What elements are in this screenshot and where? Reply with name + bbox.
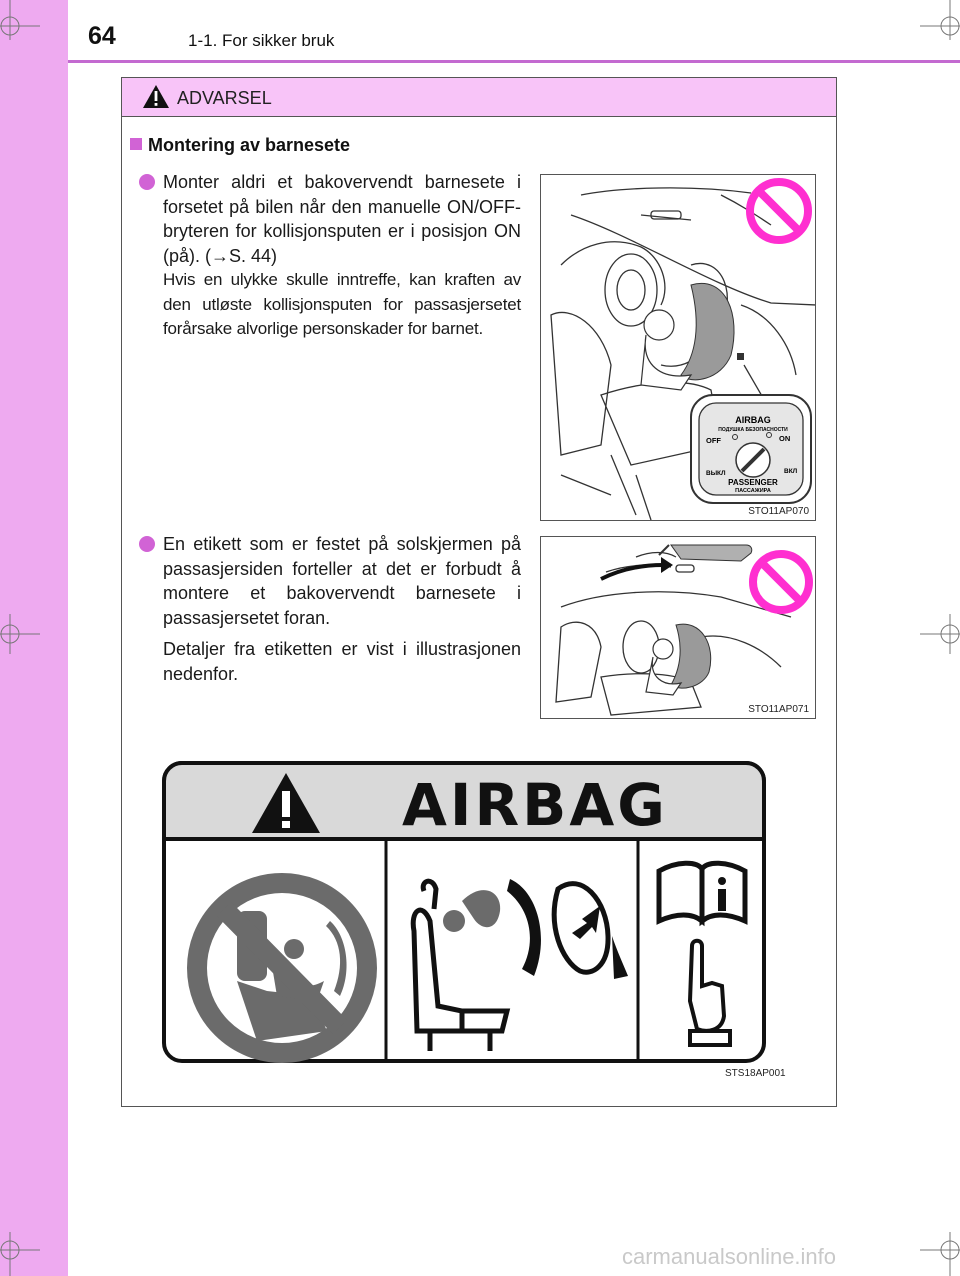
switch-airbag-text: AIRBAG (735, 415, 771, 425)
sun-visor-illustration (541, 537, 816, 719)
car-interior-illustration (541, 175, 816, 521)
switch-passenger-ru-text: ПАССАЖИРА (735, 488, 771, 494)
figure-sun-visor-label (540, 536, 816, 719)
warning-triangle-icon (142, 84, 170, 114)
figure-code: STO11AP071 (748, 704, 809, 715)
switch-on-text: ON (779, 434, 791, 443)
round-bullet-icon (139, 536, 155, 552)
bullet-paragraph: Hvis en ulykke skulle inntreffe, kan kraften av den utløste kollisjonsputen for passasjersetet forårsake alvorlige personskader for barnet. (163, 270, 521, 338)
prohibition-icon (753, 554, 809, 610)
header-divider (68, 60, 960, 63)
crop-mark-mid-left (0, 614, 40, 654)
bullet-paragraph: En etikett som er festet på solskjermen på passasjersiden forteller at det er forbudt å montere et bakovervendt barnesete i passasjersetet foran. (163, 534, 521, 628)
warning-header (122, 78, 836, 117)
crop-mark-bottom-left (0, 1232, 40, 1276)
warning-label: ADVARSEL (177, 88, 272, 108)
crop-mark-top-left (0, 0, 40, 40)
airbag-warning-label (162, 761, 766, 1063)
airbag-label-title: AIRBAG (402, 771, 668, 839)
footer-watermark: carmanualsonline.info (622, 1244, 837, 1269)
switch-passenger-text: PASSENGER (728, 478, 778, 487)
prohibition-icon (750, 182, 808, 240)
switch-off-text: OFF (706, 436, 721, 445)
figure-airbag-switch (540, 174, 816, 521)
square-bullet-icon (130, 138, 142, 150)
switch-off-ru-text: ВЫКЛ (706, 470, 726, 477)
figure-code: STO11AP070 (748, 506, 809, 517)
page-number: 64 (88, 22, 116, 50)
round-bullet-icon (139, 174, 155, 190)
crop-mark-mid-right (920, 614, 960, 654)
section-title: Montering av barnesete (130, 135, 350, 156)
figure-code: STS18AP001 (725, 1068, 786, 1079)
bullet-paragraph: Detaljer fra etiketten er vist i illustrasjonen nedenfor. (163, 639, 521, 684)
bullet-item (163, 532, 521, 686)
bullet-paragraph: Monter aldri et bakovervendt barnesete i forsetet på bilen når den manuelle ON/OFF-bryteren for kollisjonsputen er i posisjon ON (på). (→S. 44) (163, 172, 521, 266)
switch-airbag-ru-text: ПОДУШКА БЕЗОПАСНОСТИ (718, 427, 788, 433)
warning-box (121, 77, 837, 1107)
crop-mark-bottom-right (920, 1232, 960, 1276)
switch-on-ru-text: ВКЛ (784, 468, 798, 475)
crop-mark-top-right (920, 0, 960, 40)
section-heading: 1-1. For sikker bruk (188, 31, 335, 50)
bullet-item (163, 170, 521, 342)
